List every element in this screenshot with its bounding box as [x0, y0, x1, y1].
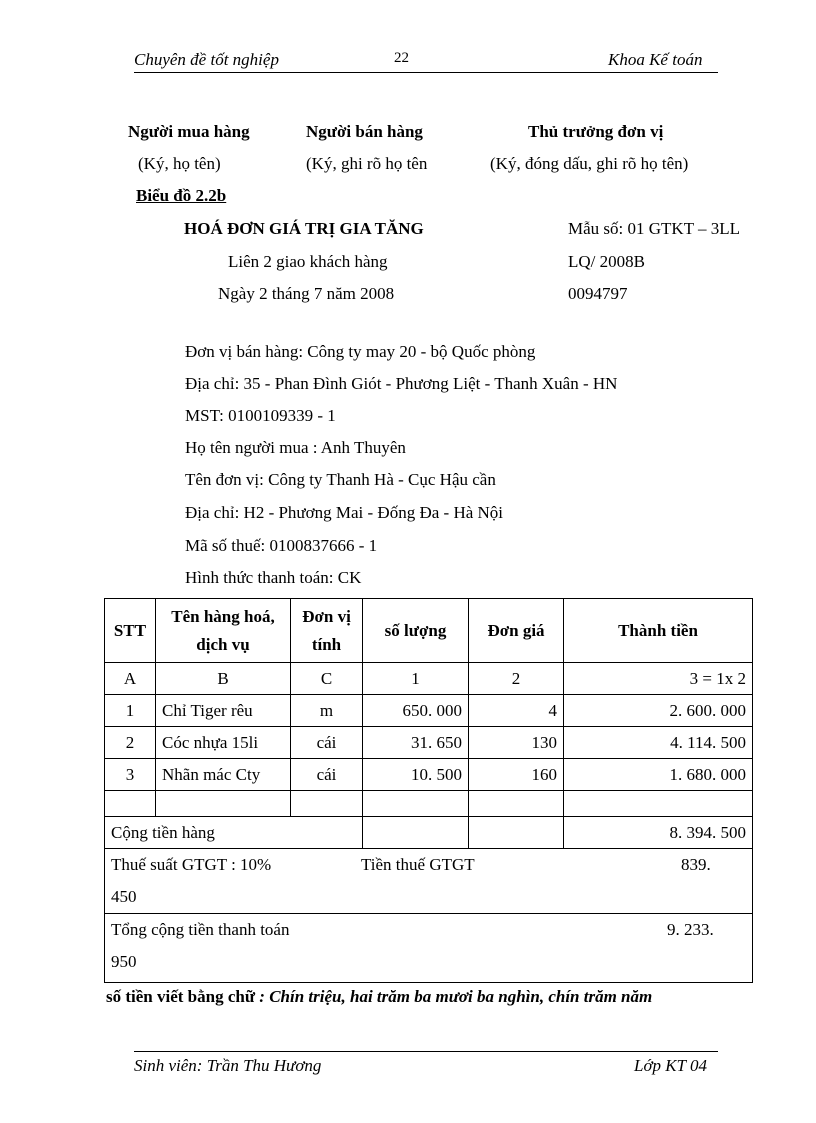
row-unit-price: 130: [469, 727, 564, 759]
table-row: [105, 727, 753, 759]
table-row: [105, 759, 753, 791]
empty-cell: [363, 817, 469, 849]
row-quantity: 31. 650: [363, 727, 469, 759]
head-signature-title: Thủ trưởng đơn vị: [528, 122, 664, 141]
chart-label: Biểu đồ 2.2b: [136, 186, 227, 205]
amount-in-words-value: : Chín triệu, hai trăm ba mươi ba nghìn, chín trăm năm: [255, 987, 653, 1006]
subtotal-label: Cộng tiền hàng: [105, 817, 363, 849]
row-goods-name: Chỉ Tiger rêu: [156, 695, 291, 727]
vat-row: [105, 849, 753, 914]
invoice-form-no: Mẫu số: 01 GTKT – 3LL: [568, 219, 741, 238]
header-unit-price: Đơn giá: [469, 599, 564, 663]
header-rule: [134, 72, 718, 73]
table-empty-row: [105, 791, 753, 817]
row-stt: 3: [105, 759, 156, 791]
total-cell: [105, 914, 753, 983]
row-amount: 1. 680. 000: [564, 759, 753, 791]
subtotal-row: [105, 817, 753, 849]
code-1: 1: [363, 663, 469, 695]
invoice-title: HOÁ ĐƠN GIÁ TRỊ GIA TĂNG: [184, 219, 424, 238]
total-part1: 9. 233.: [667, 920, 714, 939]
buyer-address: Địa chỉ: H2 - Phương Mai - Đống Đa - Hà Nội: [185, 503, 504, 522]
head-signature-note: (Ký, đóng dấu, ghi rõ họ tên): [490, 154, 689, 173]
row-goods-name: Cóc nhựa 15li: [156, 727, 291, 759]
row-unit: cái: [291, 759, 363, 791]
empty-cell: [291, 791, 363, 817]
header-quantity: số lượng: [363, 599, 469, 663]
code-c: C: [291, 663, 363, 695]
table-row: [105, 695, 753, 727]
row-unit-price: 160: [469, 759, 564, 791]
row-quantity: 650. 000: [363, 695, 469, 727]
vat-amount-part2: 450: [111, 887, 137, 906]
header-right: Khoa Kế toán: [608, 50, 703, 69]
total-label: Tổng cộng tiền thanh toán: [111, 920, 290, 939]
buyer-signature-note: (Ký, họ tên): [138, 154, 221, 173]
row-amount: 4. 114. 500: [564, 727, 753, 759]
seller-address: Địa chỉ: 35 - Phan Đình Giót - Phương Liệt - Thanh Xuân - HN: [185, 374, 618, 393]
invoice-table: [104, 598, 753, 983]
header-unit-line2: tính: [311, 634, 342, 654]
code-3: 3 = 1x 2: [564, 663, 753, 695]
header-goods-line1: Tên hàng hoá,: [171, 606, 275, 626]
empty-cell: [105, 791, 156, 817]
header-amount: Thành tiền: [564, 599, 753, 663]
code-a: A: [105, 663, 156, 695]
invoice-series: LQ/ 2008B: [568, 252, 645, 271]
header-goods-line2: dịch vụ: [196, 634, 250, 654]
total-row: [105, 914, 753, 983]
empty-cell: [564, 791, 753, 817]
row-stt: 1: [105, 695, 156, 727]
payment-method: Hình thức thanh toán: CK: [185, 568, 362, 587]
row-amount: 2. 600. 000: [564, 695, 753, 727]
header-left: Chuyên đề tốt nghiệp: [134, 50, 279, 69]
seller-name: Đơn vị bán hàng: Công ty may 20 - bộ Quốc phòng: [185, 342, 536, 361]
table-code-row: [105, 663, 753, 695]
header-unit: [291, 599, 363, 663]
empty-cell: [156, 791, 291, 817]
buyer-unit: Tên đơn vị: Công ty Thanh Hà - Cục Hậu cần: [185, 470, 496, 489]
page-number: 22: [394, 50, 409, 66]
subtotal-value: 8. 394. 500: [564, 817, 753, 849]
footer-class: Lớp KT 04: [634, 1056, 708, 1075]
footer-student: Sinh viên: Trần Thu Hương: [134, 1056, 322, 1075]
vat-amount-label: Tiền thuế GTGT: [361, 855, 475, 874]
code-2: 2: [469, 663, 564, 695]
invoice-number: 0094797: [568, 284, 628, 303]
row-goods-name: Nhãn mác Cty: [156, 759, 291, 791]
empty-cell: [469, 817, 564, 849]
seller-tax-code: MST: 0100109339 - 1: [185, 406, 336, 425]
vat-rate-label: Thuế suất GTGT : 10%: [111, 855, 272, 874]
row-unit-price: 4: [469, 695, 564, 727]
code-b: B: [156, 663, 291, 695]
vat-amount-part1: 839.: [681, 855, 711, 874]
empty-cell: [469, 791, 564, 817]
table-header-row: [105, 599, 753, 663]
seller-signature-title: Người bán hàng: [306, 122, 423, 141]
invoice-copy: Liên 2 giao khách hàng: [228, 252, 388, 271]
row-stt: 2: [105, 727, 156, 759]
invoice-date: Ngày 2 tháng 7 năm 2008: [218, 284, 395, 303]
total-part2: 950: [111, 952, 137, 971]
seller-signature-note: (Ký, ghi rõ họ tên: [306, 154, 428, 173]
header-goods: [156, 599, 291, 663]
vat-cell: [105, 849, 753, 914]
buyer-tax-code: Mã số thuế: 0100837666 - 1: [185, 536, 378, 555]
amount-in-words-label: số tiền viết bằng chữ: [106, 987, 256, 1006]
row-unit: m: [291, 695, 363, 727]
footer-rule: [134, 1051, 718, 1052]
amount-in-words: [106, 987, 652, 1007]
row-unit: cái: [291, 727, 363, 759]
row-quantity: 10. 500: [363, 759, 469, 791]
header-unit-line1: Đơn vị: [302, 606, 351, 626]
header-stt: STT: [105, 599, 156, 663]
buyer-name: Họ tên người mua : Anh Thuyên: [185, 438, 406, 457]
empty-cell: [363, 791, 469, 817]
buyer-signature-title: Người mua hàng: [128, 122, 250, 141]
